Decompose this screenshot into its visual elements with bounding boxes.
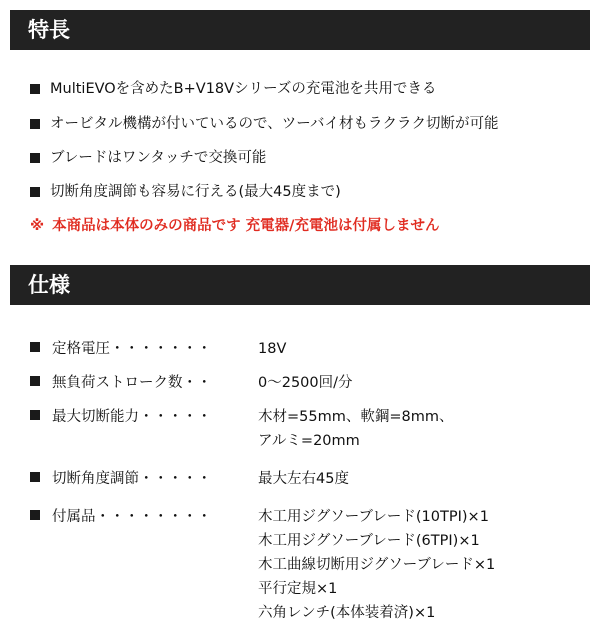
- square-bullet-icon: [30, 410, 40, 420]
- spec-value: 木工曲線切断用ジグソーブレード×1: [258, 557, 496, 573]
- spec-label: 切断角度調節・・・・・: [52, 471, 212, 487]
- spec-values: [258, 371, 353, 395]
- feature-item: [30, 115, 498, 133]
- feature-item: [30, 80, 436, 98]
- spec-values: [258, 505, 495, 625]
- feature-item: [30, 183, 341, 201]
- spec-value: 木工用ジグソーブレード(6TPI)×1: [258, 533, 480, 549]
- spec-label: 付属品・・・・・・・・: [52, 509, 212, 525]
- notice-line: [30, 217, 439, 235]
- spec-values: [258, 337, 286, 361]
- square-bullet-icon: [30, 510, 40, 520]
- square-bullet-icon: [30, 153, 40, 163]
- features-header: [10, 10, 590, 50]
- square-bullet-icon: [30, 187, 40, 197]
- square-bullet-icon: [30, 84, 40, 94]
- spec-label: 無負荷ストローク数・・: [52, 375, 212, 391]
- feature-item: [30, 149, 266, 167]
- spec-value: 0～2500回/分: [258, 375, 353, 391]
- square-bullet-icon: [30, 376, 40, 386]
- spec-value: 木工用ジグソーブレード(10TPI)×1: [258, 509, 489, 525]
- spec-values: [258, 467, 349, 491]
- spec-value: 平行定規×1: [258, 581, 338, 597]
- feature-text: 切断角度調節も容易に行える(最大45度まで): [50, 184, 341, 200]
- square-bullet-icon: [30, 342, 40, 352]
- features-title: 特長: [28, 18, 70, 42]
- specs-header: [10, 265, 590, 305]
- square-bullet-icon: [30, 472, 40, 482]
- spec-value: 最大左右45度: [258, 471, 349, 487]
- spec-value: 18V: [258, 341, 287, 357]
- spec-label: 定格電圧・・・・・・・: [52, 341, 212, 357]
- spec-values: [258, 405, 453, 453]
- spec-value: 六角レンチ(本体装着済)×1: [258, 605, 436, 621]
- notice-mark: ※: [30, 218, 45, 234]
- feature-text: オービタル機構が付いているので、ツーバイ材もラクラク切断が可能: [50, 116, 499, 132]
- spec-value: 木材=55mm、軟鋼=8mm、: [258, 409, 454, 425]
- feature-text: ブレードはワンタッチで交換可能: [50, 150, 267, 166]
- square-bullet-icon: [30, 119, 40, 129]
- notice-text: 本商品は本体のみの商品です 充電器/充電池は付属しません: [52, 218, 440, 234]
- feature-text: MultiEVOを含めたB+V18Vシリーズの充電池を共用できる: [50, 81, 437, 97]
- specs-title: 仕様: [28, 273, 70, 297]
- spec-label: 最大切断能力・・・・・: [52, 409, 212, 425]
- spec-value: アルミ=20mm: [258, 433, 360, 449]
